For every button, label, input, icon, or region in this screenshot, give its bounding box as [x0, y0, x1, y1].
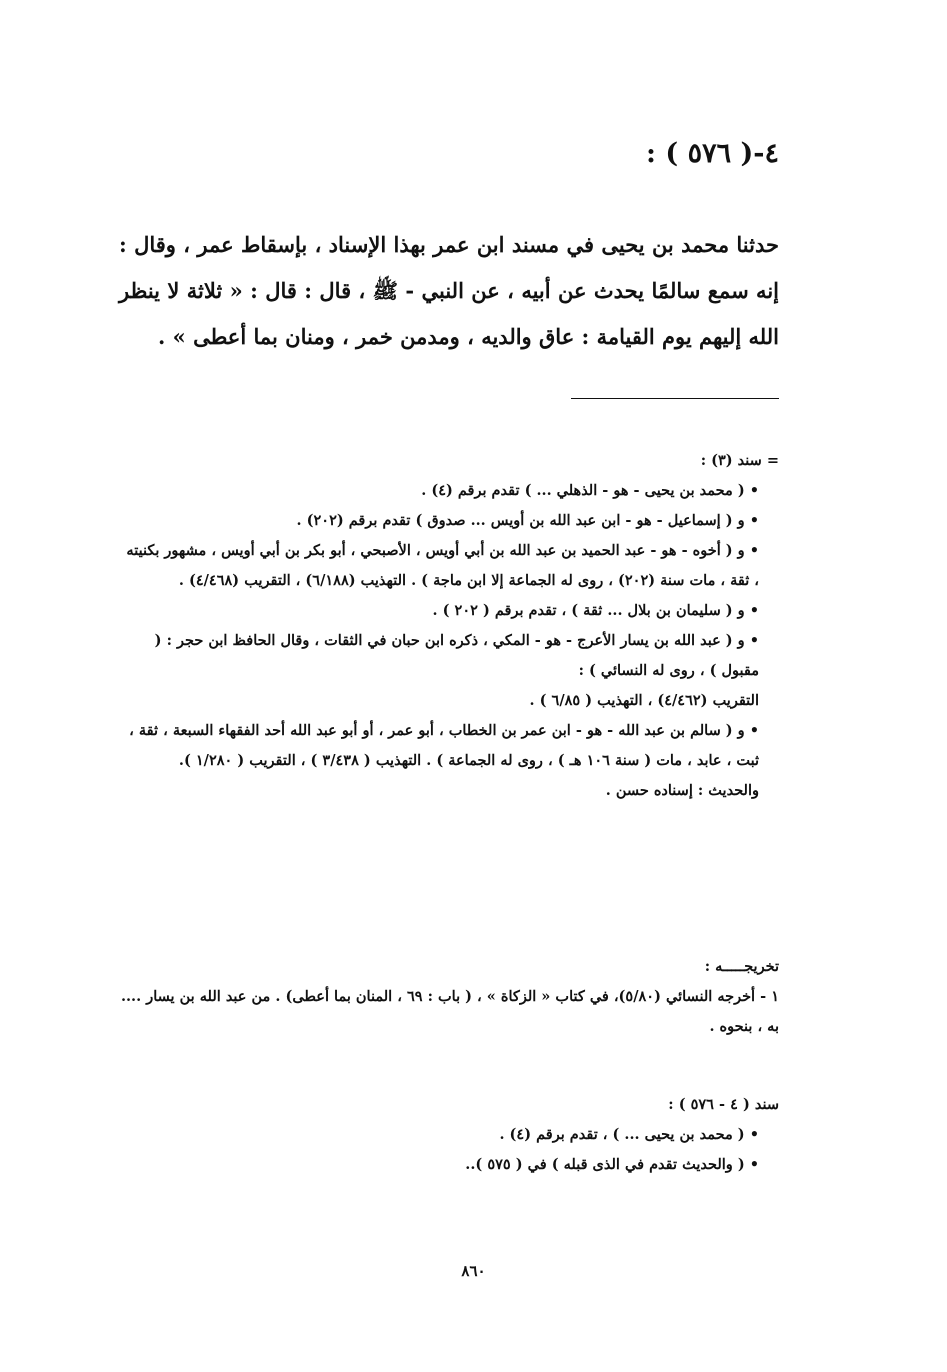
takhrij-text: ١ - أخرجه النسائي (٥/٨٠)، في كتاب « الزكاة » ، ( باب : ٦٩ ، المنان بما أعطى) . من عبد الله بن يسار .... به ، بنحوه . [120, 988, 779, 1035]
narrator-item: • و ( سالم بن عبد الله - هو - ابن عمر بن الخطاب ، أبو عمر ، أو أبو عبد الله أحد الفقهاء السبعة ، ثقة ، ثبت ، عابد ، مات ( سنة ١٠٦ هـ ) ، روى له الجماعة ) . التهذيب ( ٣/٤٣٨ ) ، التقريب ( ١/٢٨٠ ). [129, 722, 759, 769]
narrator-item: • و ( إسماعيل - هو - ابن عبد الله بن أويس ... صدوق ) تقدم برقم (٢٠٢) . [296, 512, 759, 529]
takhrij-section [119, 952, 779, 1042]
narrator-item: • و ( أخوه - هو - عبد الحميد بن عبد الله بن أبي أويس ، الأصبحي ، أبو بكر بن أبي أويس ، مشهور بكنيته ، ثقة ، مات سنة (٢٠٢) ، روى له الجماعة إلا ابن ماجة ) . التهذيب (٦/١٨٨) ، التقريب (٤/٤٦٨) . [126, 542, 759, 589]
footnote-separator [571, 398, 779, 399]
sanad2-item: • ( والحديث تقدم في الذى قبله ) في ( ٥٧٥ ).. [465, 1156, 759, 1173]
hadith-status: والحديث : إسناده حسن . [605, 782, 759, 799]
footnotes-sanad-section [119, 446, 779, 806]
sanad-title: = سند (٣) : [700, 452, 779, 469]
narrator-item: • ( محمد بن يحيى - هو - الذهلي ... ) تقدم برقم (٤) . [421, 482, 759, 499]
narrator-item: • و ( سليمان بن بلال ... ثقة ) ، تقدم برقم ( ٢٠٢ ) . [432, 602, 759, 619]
sanad2-title: سند ( ٤ - ٥٧٦ ) : [668, 1096, 779, 1113]
hadith-number-heading: ٤-( ٥٧٦ ) : [646, 138, 779, 169]
hadith-text: حدثنا محمد بن يحيى في مسند ابن عمر بهذا الإسناد ، بإسقاط عمر ، وقال : إنه سمع سالمًا يحدث عن أبيه ، عن النبي - ﷺ ، قال : قال : « ثلاثة لا ينظر الله إليهم يوم القيامة : عاق والديه ، ومدمن خمر ، ومنان بما أعطى » . [119, 232, 779, 349]
taqrib-reference: التقريب (٤/٤٦٢) ، التهذيب ( ٦/٨٥ ) . [529, 692, 759, 709]
sanad2-section [119, 1090, 779, 1180]
takhrij-title: تخريجـــــه : [704, 958, 779, 975]
narrator-item: • و ( عبد الله بن يسار الأعرج - هو - المكي ، ذكره ابن حبان في الثقات ، وقال الحافظ ابن حجر : ( مقبول ) ، روى له النسائي ) : [154, 632, 759, 679]
page-number: ٨٦٠ [461, 1262, 486, 1280]
sanad2-item: • ( محمد بن يحيى ... ) ، تقدم برقم (٤) . [499, 1126, 759, 1143]
